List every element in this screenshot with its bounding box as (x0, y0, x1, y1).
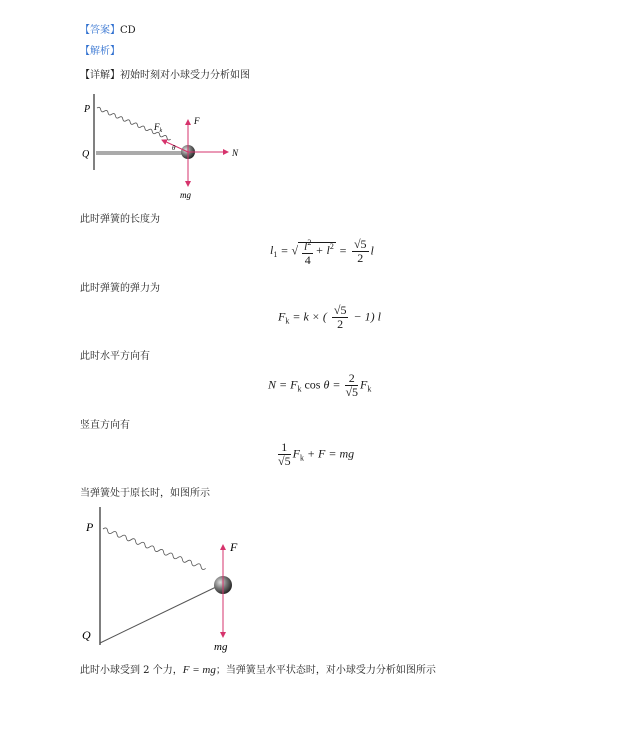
answer-tag: 【答案】 (80, 25, 120, 36)
para-6-start: 此时小球受到 2 个力， (80, 665, 183, 676)
spring-2 (102, 527, 206, 570)
analysis-tag: 【解析】 (80, 46, 120, 57)
detail-text: 初始时刻对小球受力分析如图 (120, 70, 250, 81)
label-mg: mg (180, 190, 191, 200)
figure-initial-forces (78, 90, 248, 202)
label-f: F (194, 116, 200, 126)
equation-vertical: $\frac{1}{√5}$ $F_k + F$ = mg (278, 440, 355, 468)
label-fk: $F_k$ (154, 122, 163, 134)
label-p: P (84, 104, 91, 115)
answer-line (80, 24, 136, 38)
equation-horizontal: $N = F_k$ cos θ = $\frac{2}{√5}$ $F_k$ (268, 371, 372, 399)
label-f-2: F (230, 540, 238, 554)
label-theta: θ (172, 144, 176, 152)
label-q: Q (82, 149, 90, 160)
spring (96, 107, 171, 141)
label-mg-2: mg (214, 641, 228, 653)
answer-value: CD (120, 25, 136, 36)
para-6 (80, 663, 436, 678)
para-1: 此时弹簧的长度为 (80, 214, 160, 225)
rod-line-2 (100, 587, 216, 643)
equation-spring-force: $F_k = k$ × ( $\frac{√5}{2}$ − 1) l (278, 303, 381, 331)
para-4: 竖直方向有 (80, 420, 130, 431)
equation-spring-length: $l_1$ = √ $\frac{l^2}{4}$ + $l^2$ = $\frac{√5}{2}$ l (270, 237, 374, 267)
figure-natural-length (78, 505, 248, 655)
para-2: 此时弹簧的弹力为 (80, 283, 160, 294)
label-n: N (232, 148, 239, 158)
detail-line (80, 69, 250, 83)
detail-tag: 【详解】 (80, 70, 120, 81)
para-3: 此时水平方向有 (80, 351, 150, 362)
label-q-2: Q (82, 628, 91, 642)
para-6-end: ；当弹簧呈水平状态时，对小球受力分析如图所示 (215, 665, 436, 676)
inline-equation: F = mg (182, 664, 216, 676)
label-p-2: P (86, 520, 94, 534)
para-5: 当弹簧处于原长时，如图所示 (80, 488, 210, 499)
